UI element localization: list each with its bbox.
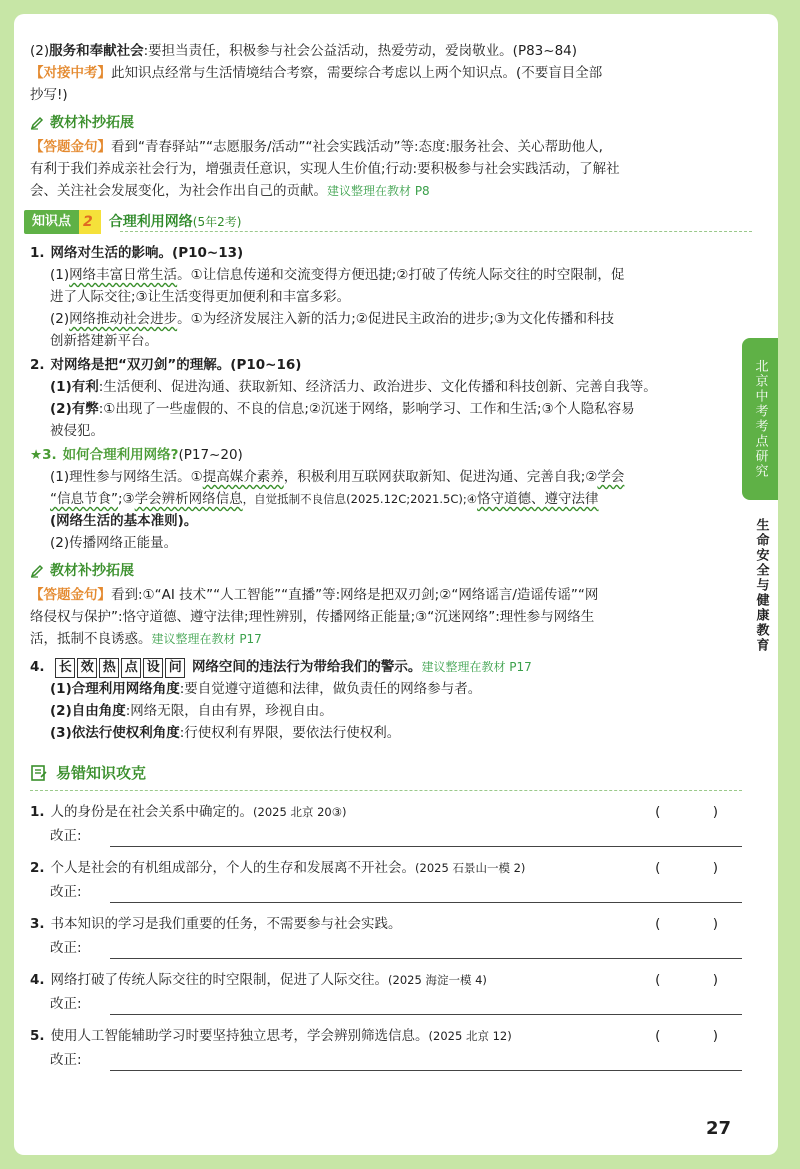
notebook-icon (30, 764, 48, 782)
ext1-line-1 (30, 136, 742, 158)
s1-num: 1. (30, 245, 45, 261)
duijie-text-2: 抄写!) (30, 87, 68, 103)
ext2-text-1: 看到:①“AI 技术”“人工智能”“直播”等:网络是把双刃剑;②“网络谣言/造谣传谣”“网 (111, 587, 599, 603)
s3-c2-b: ，自觉抵制不良信息(2025.12C;2021.5C);④ (242, 492, 478, 506)
s2-b1-text: :生活便利、促进沟通、获取新知、经济活力、政治进步、文化传播和科技创新、完善自我等。 (98, 379, 657, 395)
ext1-text-1: 看到“青春驿站”“志愿服务/活动”“社会实践活动”等:态度:服务社会、关心帮助他人, (111, 139, 603, 155)
kp-number: 2 (79, 210, 101, 234)
duijie-line-2 (30, 84, 742, 106)
error-section-title: 易错知识攻克 (56, 764, 147, 782)
s3-c1-a: (1)理性参与网络生活。① (50, 469, 203, 485)
error-text: 网络打破了传统人际交往的时空限制，促进了人际交往。 (50, 972, 389, 988)
hot-question-boxes (55, 659, 192, 675)
s3-c3 (30, 510, 742, 532)
top-line-1 (30, 40, 742, 62)
error-item (30, 969, 742, 1015)
s4-num: 4. (30, 659, 45, 675)
s4-d1-text: :要自觉遵守道德和法律，做负责任的网络参与者。 (179, 681, 482, 697)
ext1-line-2 (30, 158, 742, 180)
s2-title (30, 354, 742, 376)
box-char: 设 (143, 658, 163, 678)
side-tab-chapter[interactable]: 北京中考考点研究 (742, 338, 778, 500)
page-number: 27 (706, 1118, 732, 1139)
fix-label: 改正: (50, 996, 82, 1012)
ext1-title-text: 教材补抄拓展 (50, 115, 134, 131)
error-num: 3. (30, 916, 45, 932)
item-text: :要担当责任，积极参与社会公益活动，热爱劳动，爱岗敬业。(P83~84) (143, 43, 578, 59)
duijie-tag: 【对接中考】 (30, 65, 111, 81)
fix-label: 改正: (50, 828, 82, 844)
s2-b2 (30, 398, 742, 420)
fix-line[interactable] (110, 944, 742, 959)
s2-b1-key: (1)有利 (50, 379, 99, 395)
answer-tag: 【答题金句】 (30, 587, 111, 603)
s1-a1-text: 。①让信息传递和交流变得方便迅捷;②打破了传统人际交往的时空限制，促 (177, 267, 625, 283)
s3-c4-text: (2)传播网络正能量。 (50, 535, 178, 551)
pen-icon (30, 116, 44, 130)
s4-d2 (30, 700, 742, 722)
s3-c2-a: ;③ (118, 491, 135, 507)
ext2-text-2: 络侵权与保护”:恪守道德、遵守法律;理性辨别，传播网络正能量;③“沉迷网络”:理性参与网络生 (30, 609, 595, 625)
s1-a1-l2 (30, 286, 742, 308)
answer-paren[interactable]: ( ) (655, 916, 742, 932)
box-char: 点 (121, 658, 141, 678)
s2-b1 (30, 376, 742, 398)
error-item (30, 801, 742, 847)
error-section-header (30, 762, 742, 791)
s4-d2-text: :网络无限，自由有界，珍视自由。 (125, 703, 333, 719)
error-source: (2025 海淀一模 4) (388, 973, 487, 987)
kp-tag: 知识点 (24, 210, 79, 234)
error-text: 人的身份是在社会关系中确定的。 (50, 804, 254, 820)
error-item (30, 913, 742, 959)
fix-label: 改正: (50, 884, 82, 900)
ext2-title-text: 教材补抄拓展 (50, 563, 134, 579)
error-text: 个人是社会的有机组成部分，个人的生存和发展离不开社会。 (50, 860, 416, 876)
s1-title-text: 网络对生活的影响。(P10~13) (50, 245, 244, 261)
s2-num: 2. (30, 357, 45, 373)
fix-label: 改正: (50, 1052, 82, 1068)
s3-c2-key2: 学会辨析网络信息 (134, 491, 243, 507)
s3-c3-text: (网络生活的基本准则)。 (50, 513, 198, 529)
error-num: 4. (30, 972, 45, 988)
s1-title (30, 242, 742, 264)
s3-title (30, 444, 742, 466)
error-item (30, 857, 742, 903)
main-content (30, 40, 742, 1071)
answer-tag: 【答题金句】 (30, 139, 111, 155)
s3-title-text: 如何合理利用网络? (62, 447, 179, 463)
s4-note: 建议整理在教材 P17 (421, 660, 532, 674)
s3-c2-key1: “信息节食” (50, 491, 118, 507)
fix-line[interactable] (110, 888, 742, 903)
error-num: 5. (30, 1028, 45, 1044)
s2-title-text: 对网络是把“双刃剑”的理解。(P10~16) (50, 357, 302, 373)
pen-icon (30, 564, 44, 578)
s4-d3 (30, 722, 742, 744)
side-tab-topic: 生命安全与健康教育 (753, 517, 769, 653)
s3-pages: (P17~20) (178, 447, 243, 463)
answer-paren[interactable]: ( ) (655, 972, 742, 988)
box-char: 问 (165, 658, 185, 678)
s4-title (30, 656, 742, 678)
ext1-text-2: 有利于我们养成亲社会行为，增强责任意识，实现人生价值;行动:要积极参与社会实践活动，了解社 (30, 161, 620, 177)
error-num: 2. (30, 860, 45, 876)
ext2-line-3 (30, 628, 742, 650)
error-num: 1. (30, 804, 45, 820)
fix-line[interactable] (110, 1000, 742, 1015)
ext2-line-1 (30, 584, 742, 606)
s3-c1 (30, 466, 742, 488)
s1-a1-key: 网络丰富日常生活 (69, 267, 178, 283)
box-char: 长 (55, 658, 75, 678)
knowledge-point-header (24, 210, 742, 234)
box-char: 效 (77, 658, 97, 678)
s3-c1-b: ，积极利用互联网获取新知、促进沟通、完善自我;② (283, 469, 598, 485)
ext1-note: 建议整理在教材 P8 (327, 184, 430, 198)
s1-a2-num: (2) (50, 311, 70, 327)
s3-c4 (30, 532, 742, 554)
answer-paren[interactable]: ( ) (655, 1028, 742, 1044)
s2-b2-l2 (30, 420, 742, 442)
s1-a1-num: (1) (50, 267, 70, 283)
box-char: 热 (99, 658, 119, 678)
s3-c1-key2: 学会 (597, 469, 625, 485)
s3-c2-key3: 恪守道德、遵守法律 (477, 491, 599, 507)
item-bold-title: 服务和奉献社会 (49, 43, 144, 59)
s4-d2-key: (2)自由角度 (50, 703, 126, 719)
s2-b2-text-2: 被侵犯。 (50, 423, 104, 439)
error-text: 书本知识的学习是我们重要的任务，不需要参与社会实践。 (50, 916, 402, 932)
s1-a1 (30, 264, 742, 286)
s4-title-text: 网络空间的违法行为带给我们的警示。 (191, 659, 422, 675)
s2-b2-key: (2)有弊 (50, 401, 99, 417)
s3-num: ★3. (30, 447, 57, 463)
s1-a2-text: 。①为经济发展注入新的活力;②促进民主政治的进步;③为文化传播和科技 (177, 311, 615, 327)
error-item (30, 1025, 742, 1071)
fix-line[interactable] (110, 832, 742, 847)
ext2-text-3: 活，抵制不良诱惑。 (30, 631, 152, 647)
s1-a2 (30, 308, 742, 330)
duijie-line (30, 62, 742, 84)
s4-d3-key: (3)依法行使权利角度 (50, 725, 180, 741)
kp-title: 合理利用网络 (108, 214, 193, 230)
s4-d3-text: :行使权利有界限，要依法行使权利。 (179, 725, 401, 741)
error-text: 使用人工智能辅助学习时要坚持独立思考，学会辨别筛选信息。 (50, 1028, 429, 1044)
answer-paren[interactable]: ( ) (655, 804, 742, 820)
fix-label: 改正: (50, 940, 82, 956)
error-source: (2025 石景山一模 2) (415, 861, 526, 875)
fix-line[interactable] (110, 1056, 742, 1071)
ext1-title (30, 112, 742, 134)
ext1-line-3 (30, 180, 742, 202)
duijie-text: 此知识点经常与生活情境结合考察，需要综合考虑以上两个知识点。(不要盲目全部 (111, 65, 603, 81)
error-source: (2025 北京 12) (428, 1029, 512, 1043)
s4-d1 (30, 678, 742, 700)
answer-paren[interactable]: ( ) (655, 860, 742, 876)
s3-c1-key1: 提高媒介素养 (202, 469, 284, 485)
ext2-note: 建议整理在教材 P17 (151, 632, 262, 646)
s1-a2-l2 (30, 330, 742, 352)
s2-b2-text: :①出现了一些虚假的、不良的信息;②沉迷于网络，影响学习、工作和生活;③个人隐私容易 (98, 401, 635, 417)
s3-c2 (30, 488, 742, 510)
s1-a2-key: 网络推动社会进步 (69, 311, 178, 327)
error-source: (2025 北京 20③) (253, 805, 347, 819)
s1-a2-text-2: 创新搭建新平台。 (50, 333, 158, 349)
ext1-text-3: 会、关注社会发展变化，为社会作出自己的贡献。 (30, 183, 327, 199)
s4-d1-key: (1)合理利用网络角度 (50, 681, 180, 697)
ext2-title (30, 560, 742, 582)
ext2-line-2 (30, 606, 742, 628)
kp-sub: (5年2考) (192, 215, 242, 229)
item-number: (2) (30, 43, 50, 59)
s1-a1-text-2: 进了人际交往;③让生活变得更加便利和丰富多彩。 (50, 289, 351, 305)
